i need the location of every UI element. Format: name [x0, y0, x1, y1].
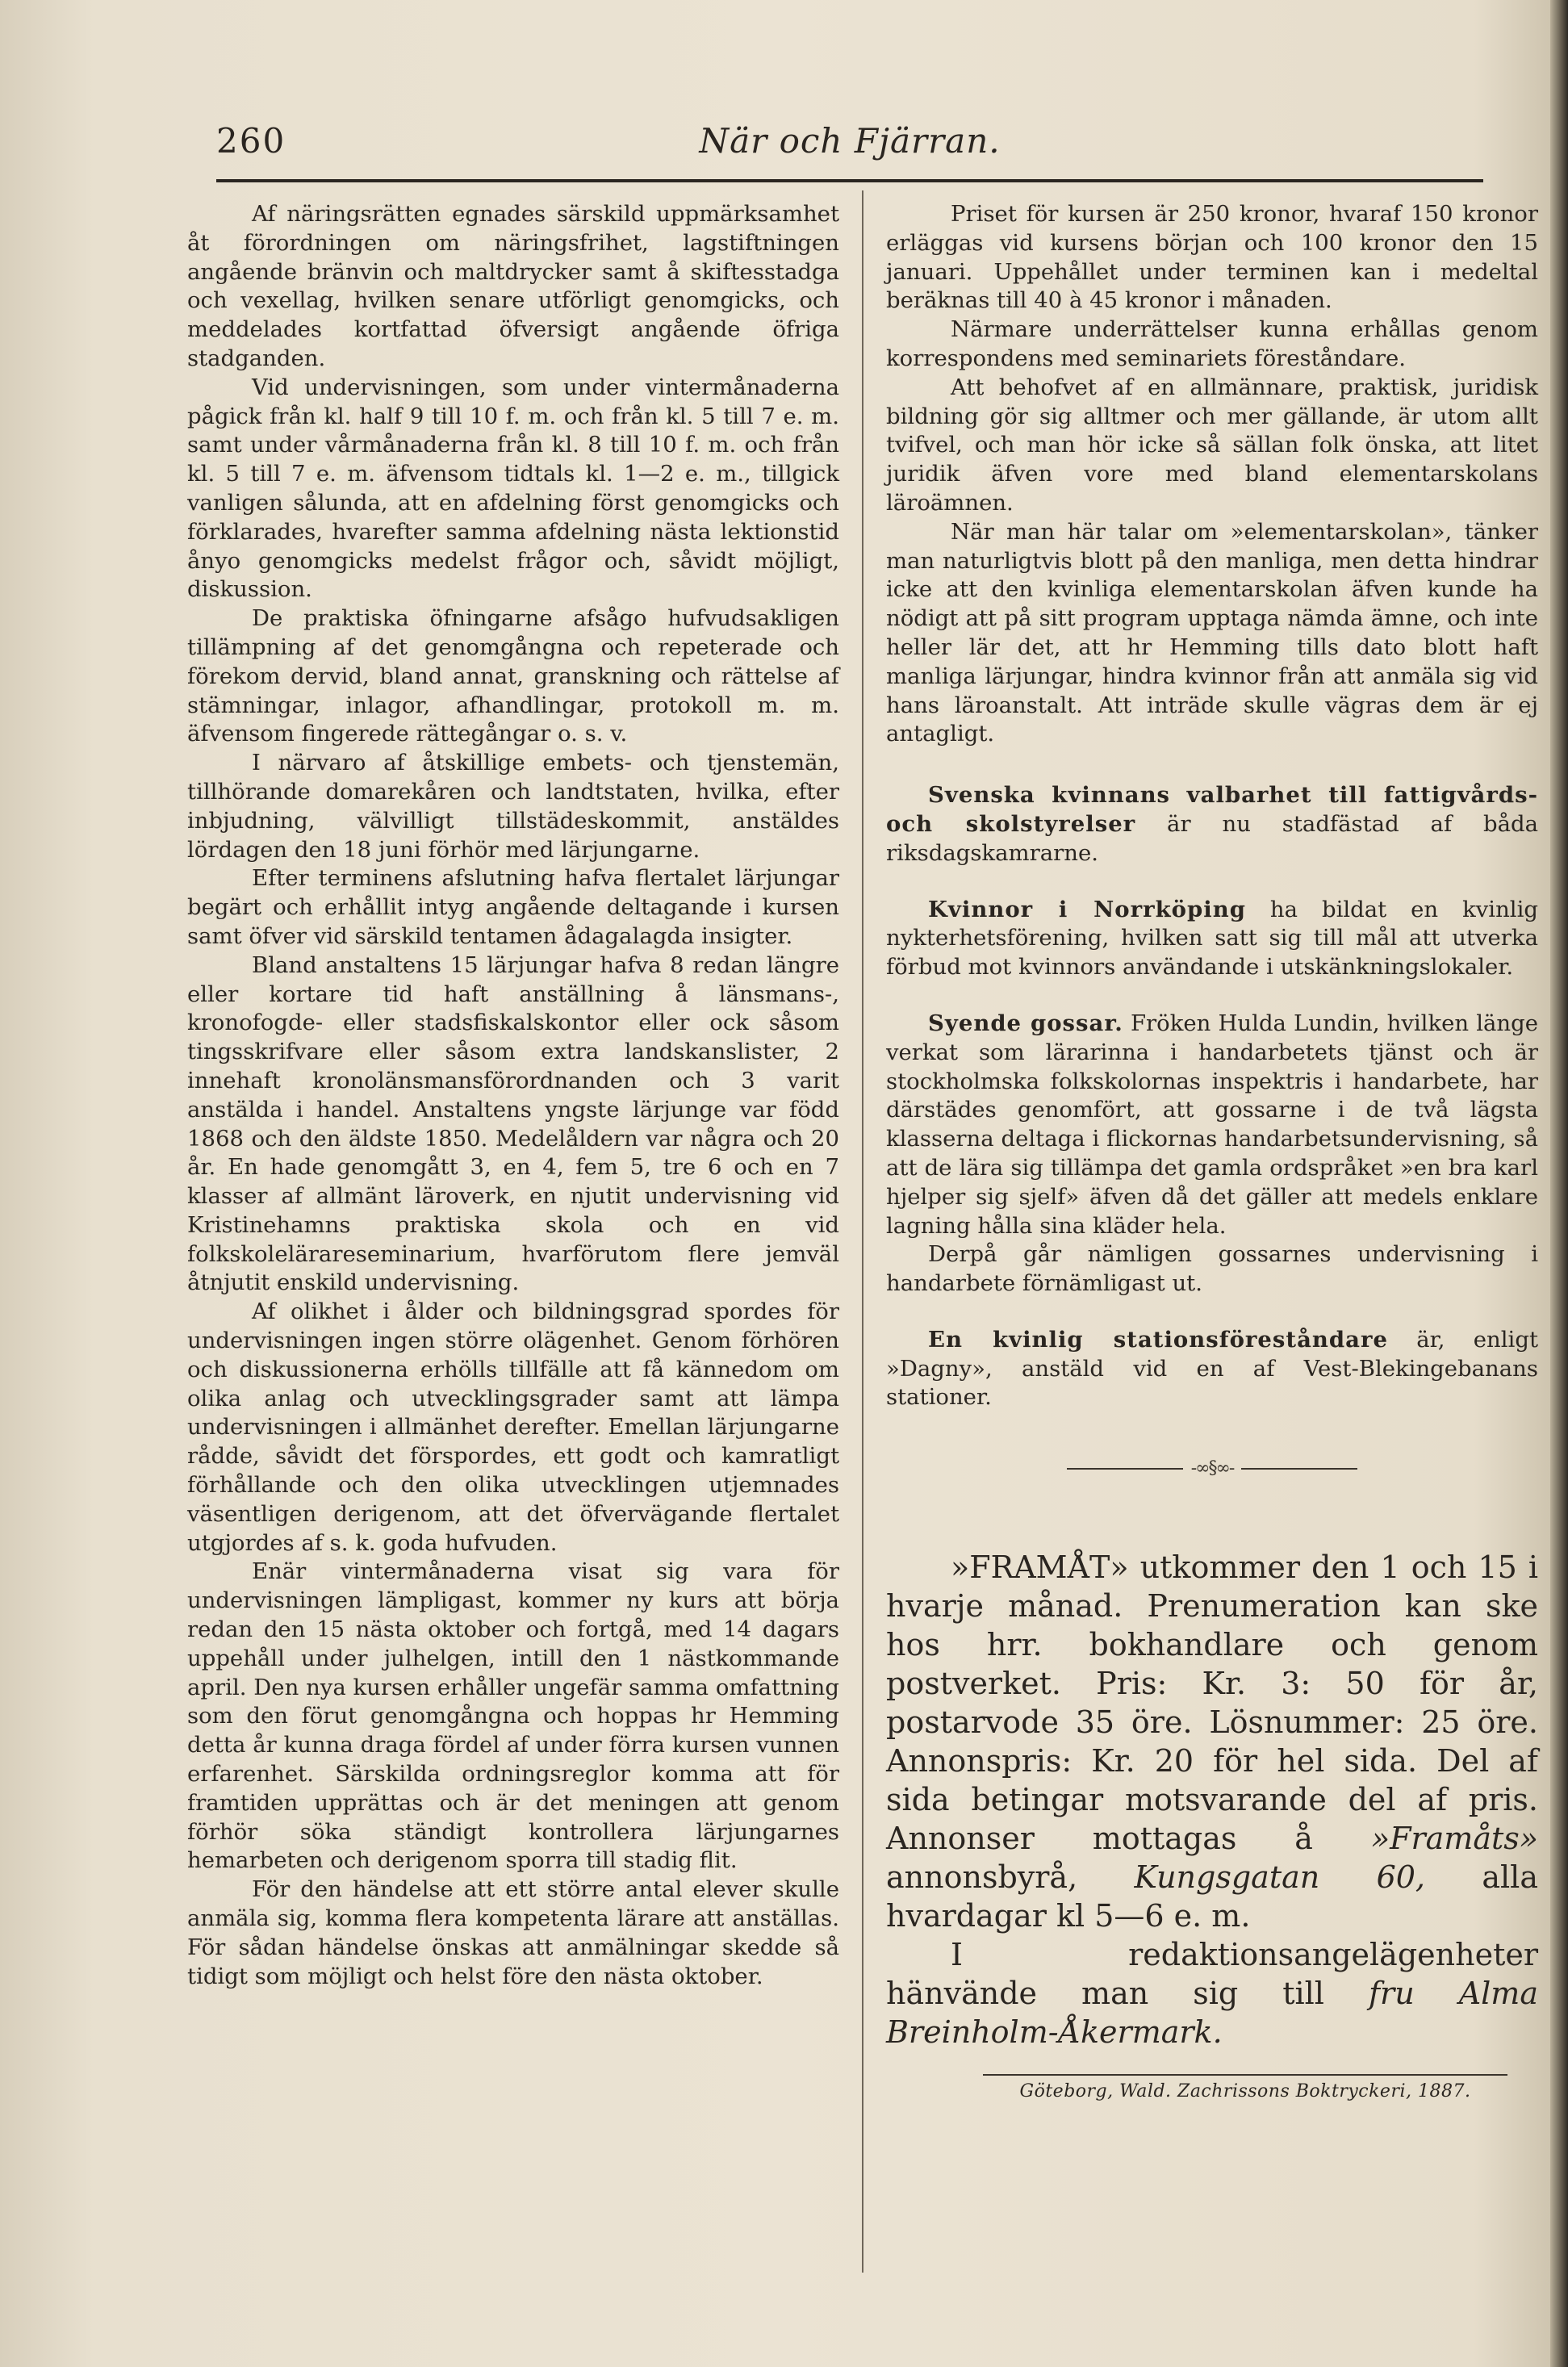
- paragraph: Priset för kursen är 250 kronor, hvaraf 150 kronor erläggas vid kursens början och 100 kronor den 15 januari. Uppehållet under terminen kan i medeltal beräknas till 40 à 45 kronor i månaden.: [886, 201, 1538, 314]
- paragraph: Att behofvet af en allmännare, praktisk, juridisk bildning gör sig alltmer och mer gällande, är utom allt tvifvel, och man hör icke så sällan folk önska, att litet juridik äfven vore med bland elementarskolans läroämnen.: [886, 374, 1538, 516]
- notice-paragraph: [886, 1548, 1538, 1935]
- news-item: [886, 896, 1538, 982]
- news-text: är, enligt »Dagny», anstäld vid en af Vest-Blekingebanans stationer.: [886, 1326, 1538, 1411]
- column-divider: [862, 190, 863, 2273]
- subscription-notice: [886, 1548, 1538, 2051]
- notice-text: annonsbyrå,: [886, 1859, 1135, 1896]
- news-lead: Kvinnor i Norrköping: [928, 896, 1246, 922]
- notice-editor-name: fru Alma Breinholm-Åkermark.: [886, 1976, 1538, 2051]
- notice-emphasis: »Framåts»: [1370, 1821, 1538, 1857]
- news-item: [886, 1240, 1538, 1299]
- news-lead: En kvinlig stationsföreståndare: [928, 1326, 1388, 1353]
- header-rule: [216, 179, 1483, 182]
- news-item: [886, 1326, 1538, 1412]
- page-header: [216, 121, 1483, 169]
- page-number: 260: [216, 121, 286, 161]
- notice-text: alla hvardagar kl 5—6 e. m.: [886, 1859, 1538, 1934]
- paragraph: Bland anstaltens 15 lärjungar hafva 8 redan längre eller kortare tid haft anställning å länsmans-, kronofogde- eller stadsfiskalskontor eller ock såsom tingsskrifvare eller såsom extra landskanslister, 2 innehaft kronolänsmansförordnanden och 3 varit anstälda i handel. Anstaltens yngste lärjunge var född 1868 och den äldste 1850. Medelåldern var några och 20 år. En hade genomgått 3, en 4, fem 5, tre 6 och en 7 klasser af allmänt läroverk, en njutit undervisning vid Kristinehamns praktiska skola och en vid folkskolelärareseminarium, hvarförutom flere jemväl åtnjutit enskild undervisning.: [187, 951, 839, 1296]
- notice-paragraph: [886, 1935, 1538, 2051]
- imprint-rule: [983, 2074, 1507, 2076]
- fleuron-icon: -∞§∞-: [1067, 1454, 1357, 1483]
- running-title: När och Fjärran.: [699, 121, 1001, 161]
- paragraph: De praktiska öfningarne afsågo hufvudsakligen tillämpning af det genomgångna och repeterade och förekom dervid, bland annat, granskning och rättelse af stämningar, inlagor, afhandlingar, protokoll m. m. äfvensom fingerede rättegångar o. s. v.: [187, 605, 839, 747]
- book-spine-shadow: [1550, 0, 1568, 2367]
- right-column: [886, 200, 1538, 2103]
- news-lead: Svenska kvinnans valbarhet till fattigvårds- och skolstyrelser: [886, 782, 1538, 837]
- paragraph: Närmare underrättelser kunna erhållas genom korrespondens med seminariets föreståndare.: [886, 316, 1538, 371]
- news-lead: Syende gossar.: [928, 1010, 1123, 1036]
- news-text: är nu stadfästad af båda riksdagskamrarne.: [886, 810, 1538, 866]
- paragraph: Af näringsrätten egnades särskild uppmärksamhet åt förordningen om näringsfrihet, lagstiftningen angående bränvin och maltdrycker samt å skiftesstadga och vexellag, hvilken senare utförligt genomgicks, och meddelades kortfattad öfversigt angående öfriga stadganden.: [187, 201, 839, 371]
- notice-text: I redaktionsangelägenheter hänvände man sig till: [886, 1937, 1538, 2012]
- paragraph: I närvaro af åtskillige embets- och tjenstemän, tillhörande domarekåren och landtstaten, hvilka, efter inbjudning, välvilligt tillstädeskommit, anstäldes lördagen den 18 juni förhör med lärjungarne.: [187, 750, 839, 863]
- news-item: [886, 781, 1538, 868]
- news-text: Fröken Hulda Lundin, hvilken länge verkat som lärarinna i handarbetets tjänst och är stockholmska folkskolornas inspektris i handarbete, har därstädes genomfört, att gossarne i de två lägsta klasserna deltaga i flickornas handarbetsundervisning, så att de lära sig tillämpa det gamla ordspråket »en bra karl hjelper sig sjelf» äfven då det gäller att medels enklare lagning hålla sina kläder hela.: [886, 1010, 1538, 1239]
- news-text: Derpå går nämligen gossarnes undervisning i handarbete förnämligast ut.: [886, 1241, 1538, 1297]
- notice-address: Kungsgatan 60,: [1134, 1859, 1426, 1896]
- paragraph: Enär vintermånaderna visat sig vara för undervisningen lämpligast, kommer ny kurs att börja redan den 15 nästa oktober och fortgå, med 14 dagars uppehåll under julhelgen, intill den 1 nästkommande april. Den nya kursen erhåller ungefär samma omfattning som den förut genomgångna och hoppas hr Hemming detta år kunna draga fördel af under förra kursen vunnen erfarenhet. Särskilda ordningsreglor komma att för framtiden upprättas och är det meningen att genom förhör söka ständigt kontrollera lärjungarnes hemarbeten och derigenom sporra till stadig flit.: [187, 1558, 839, 1874]
- printer-imprint: Göteborg, Wald. Zachrissons Boktryckeri, 1887.: [1019, 2081, 1471, 2102]
- left-column: [187, 200, 839, 1991]
- news-item: [886, 1010, 1538, 1240]
- news-text: ha bildat en kvinlig nykterhetsförening, hvilken satt sig till mål att utverka förbud mot kvinnors användande i utskänkningslokaler.: [886, 896, 1539, 981]
- paragraph: För den händelse att ett större antal elever skulle anmäla sig, komma flera kompetenta lärare att anställas. För sådan händelse önskas att anmälningar skedde så tidigt som möjligt och helst före den nästa oktober.: [187, 1876, 839, 1989]
- notice-text: »FRAMÅT» utkommer den 1 och 15 i hvarje månad. Prenumeration kan ske hos hrr. bokhandlare och genom postverket. Pris: Kr. 3: 50 för år, postarvode 35 öre. Lösnummer: 25 öre. Annonspris: Kr. 20 för hel sida. Del af sida betingar motsvarande del af pris. Annonser mottagas å: [886, 1549, 1538, 1857]
- paragraph: När man här talar om »elementarskolan», tänker man naturligtvis blott på den manliga, men detta hindrar icke att den kvinliga elementarskolan äfven kunde ha nödigt att på sitt program upptaga nämda ämne, och inte heller lär det, att hr Hemming tills dato blott haft manliga lärjungar, hindra kvinnor från att anmäla sig vid hans läroanstalt. Att inträde skulle vägras dem är ej antagligt.: [886, 518, 1538, 747]
- news-section: [886, 781, 1538, 1412]
- paragraph: Af olikhet i ålder och bildningsgrad spordes för undervisningen ingen större olägenhet. Genom förhören och diskussionerna erhölls tillfälle att få kännedom om olika anlag och utvecklingsgrader samt att lämpa undervisningen i allmänhet derefter. Emellan lärjungarne rådde, såvidt det förspordes, ett godt och kamratligt förhållande och den olika utvecklingen utjemnades väsentligen derigenom, att det öfvervägande flertalet utgjordes af s. k. goda hufvuden.: [187, 1299, 839, 1556]
- paragraph: Efter terminens afslutning hafva flertalet lärjungar begärt och erhållit intyg angående deltagande i kursen samt öfver vid särskild tentamen ådagalagda insigter.: [187, 865, 839, 949]
- paragraph: Vid undervisningen, som under vintermånaderna pågick från kl. half 9 till 10 f. m. och från kl. 5 till 7 e. m. samt under vårmånaderna från kl. 8 till 10 f. m. och från kl. 5 till 7 e. m. äfvensom tidtals kl. 1—2 e. m., tillgick vanligen sålunda, att en afdelning först genomgicks och förklarades, hvarefter samma afdelning nästa lektionstid ånyo genomgicks medelst frågor och, såvidt möjligt, diskussion.: [187, 374, 839, 603]
